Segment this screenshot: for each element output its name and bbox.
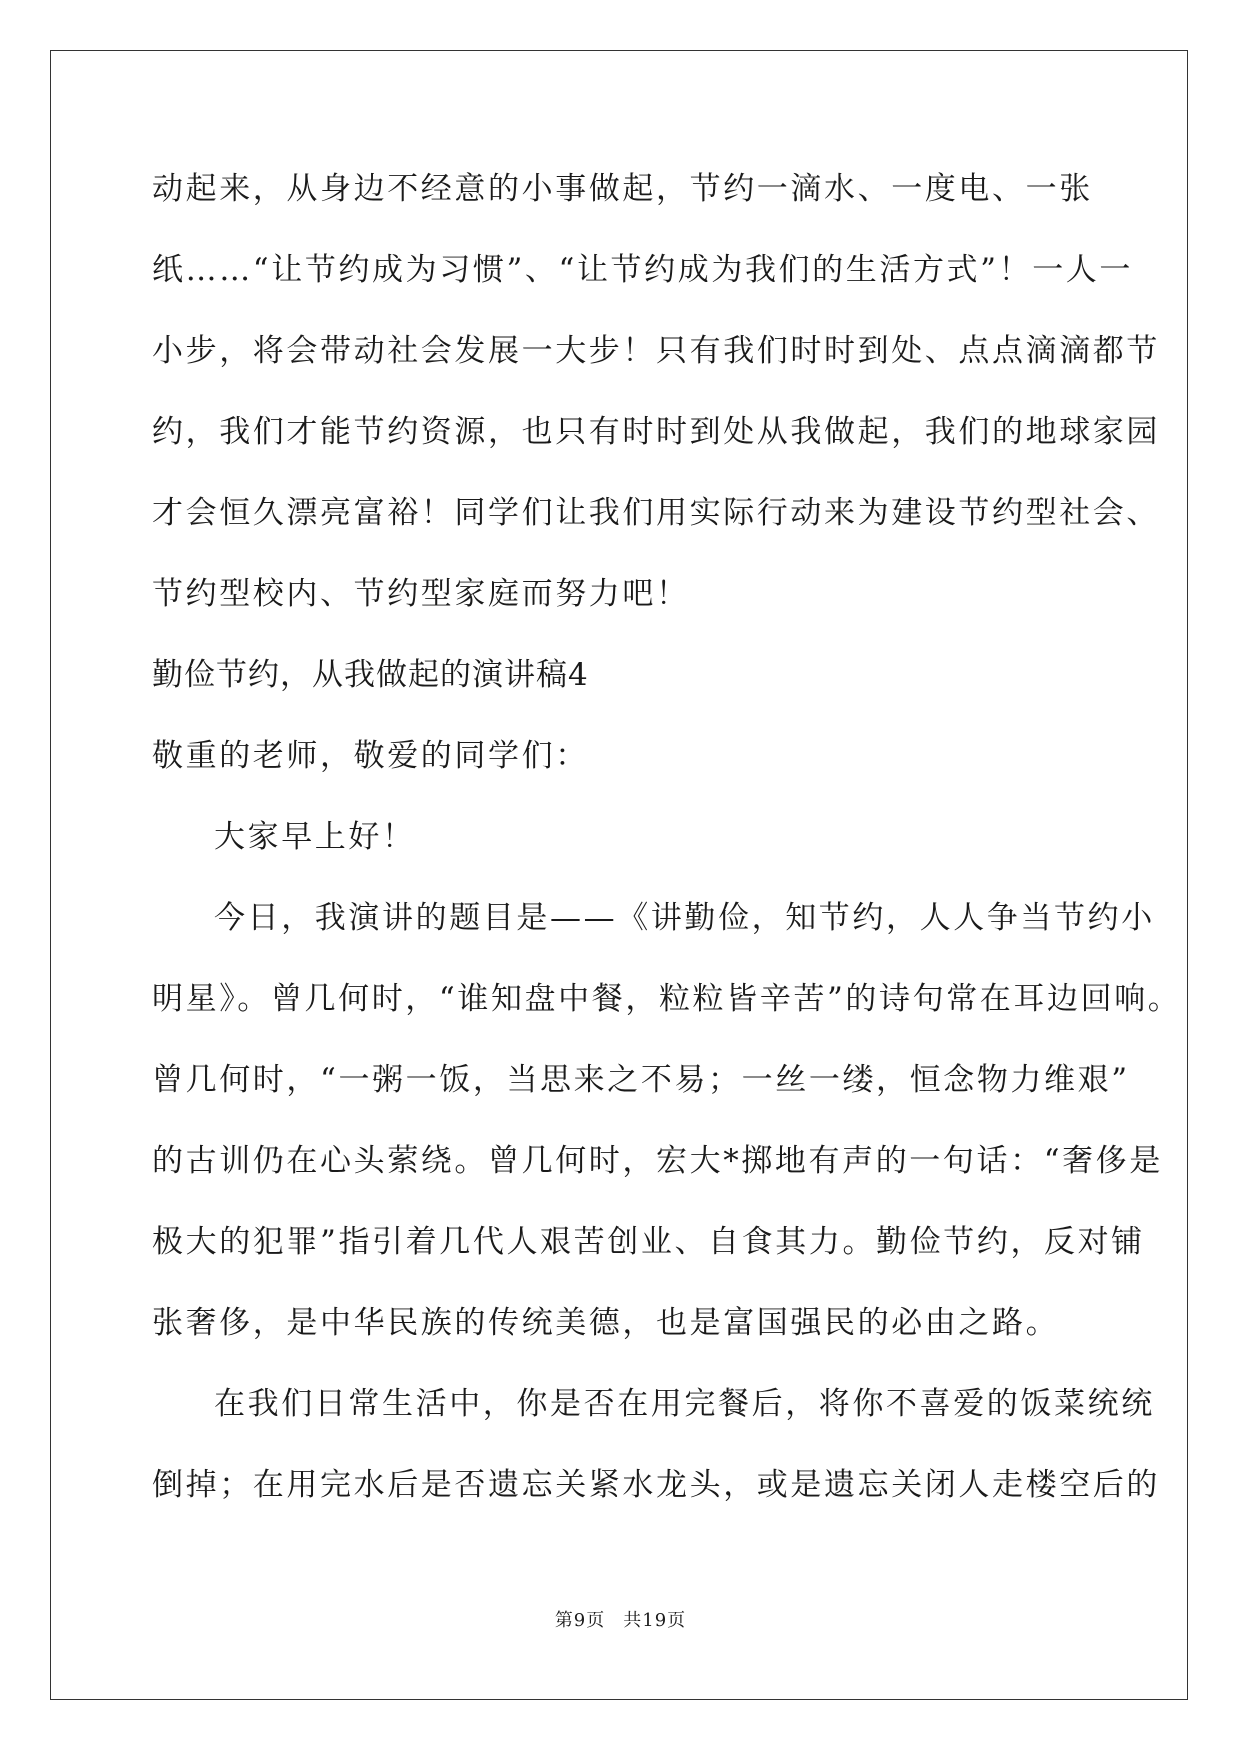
paragraph-line: 张奢侈，是中华民族的传统美德，也是富国强民的必由之路。 bbox=[152, 1305, 1060, 1341]
paragraph-line: 节约型校内、节约型家庭而努力吧！ bbox=[152, 576, 690, 612]
paragraph-line: 动起来，从身边不经意的小事做起，节约一滴水、一度电、一张 bbox=[152, 171, 1093, 207]
paragraph-line: 倒掉；在用完水后是否遗忘关紧水龙头，或是遗忘关闭人走楼空后的 bbox=[152, 1467, 1160, 1503]
paragraph-line: 极大的犯罪”指引着几代人艰苦创业、自食其力。勤俭节约，反对铺 bbox=[152, 1224, 1145, 1260]
paragraph-line: 明星》。曾几何时，“谁知盘中餐，粒粒皆辛苦”的诗句常在耳边回响。 bbox=[152, 981, 1182, 1017]
paragraph-line: 小步，将会带动社会发展一大步！只有我们时时到处、点点滴滴都节 bbox=[152, 333, 1160, 369]
paragraph-line: 今日，我演讲的题目是——《讲勤俭，知节约，人人争当节约小 bbox=[214, 900, 1155, 936]
paragraph-line: 纸……“让节约成为习惯”、“让节约成为我们的生活方式”！一人一 bbox=[152, 252, 1133, 288]
paragraph-line: 曾几何时，“一粥一饭，当思来之不易；一丝一缕，恒念物力维艰” bbox=[152, 1062, 1130, 1098]
greeting: 大家早上好！ bbox=[214, 819, 416, 855]
paragraph-line: 才会恒久漂亮富裕！同学们让我们用实际行动来为建设节约型社会、 bbox=[152, 495, 1160, 531]
paragraph-line: 的古训仍在心头萦绕。曾几何时，宏大*掷地有声的一句话：“奢侈是 bbox=[152, 1143, 1163, 1179]
paragraph-line: 在我们日常生活中，你是否在用完餐后，将你不喜爱的饭菜统统 bbox=[214, 1386, 1155, 1422]
document-body bbox=[152, 160, 1182, 1537]
page-footer bbox=[0, 1606, 1241, 1632]
page-number: 第9页 bbox=[554, 1610, 606, 1631]
page-total: 共19页 bbox=[623, 1610, 687, 1631]
salutation: 敬重的老师，敬爱的同学们： bbox=[152, 738, 589, 774]
paragraph-line: 约，我们才能节约资源，也只有时时到处从我做起，我们的地球家园 bbox=[152, 414, 1160, 450]
speech-title: 勤俭节约，从我做起的演讲稿4 bbox=[152, 657, 589, 693]
